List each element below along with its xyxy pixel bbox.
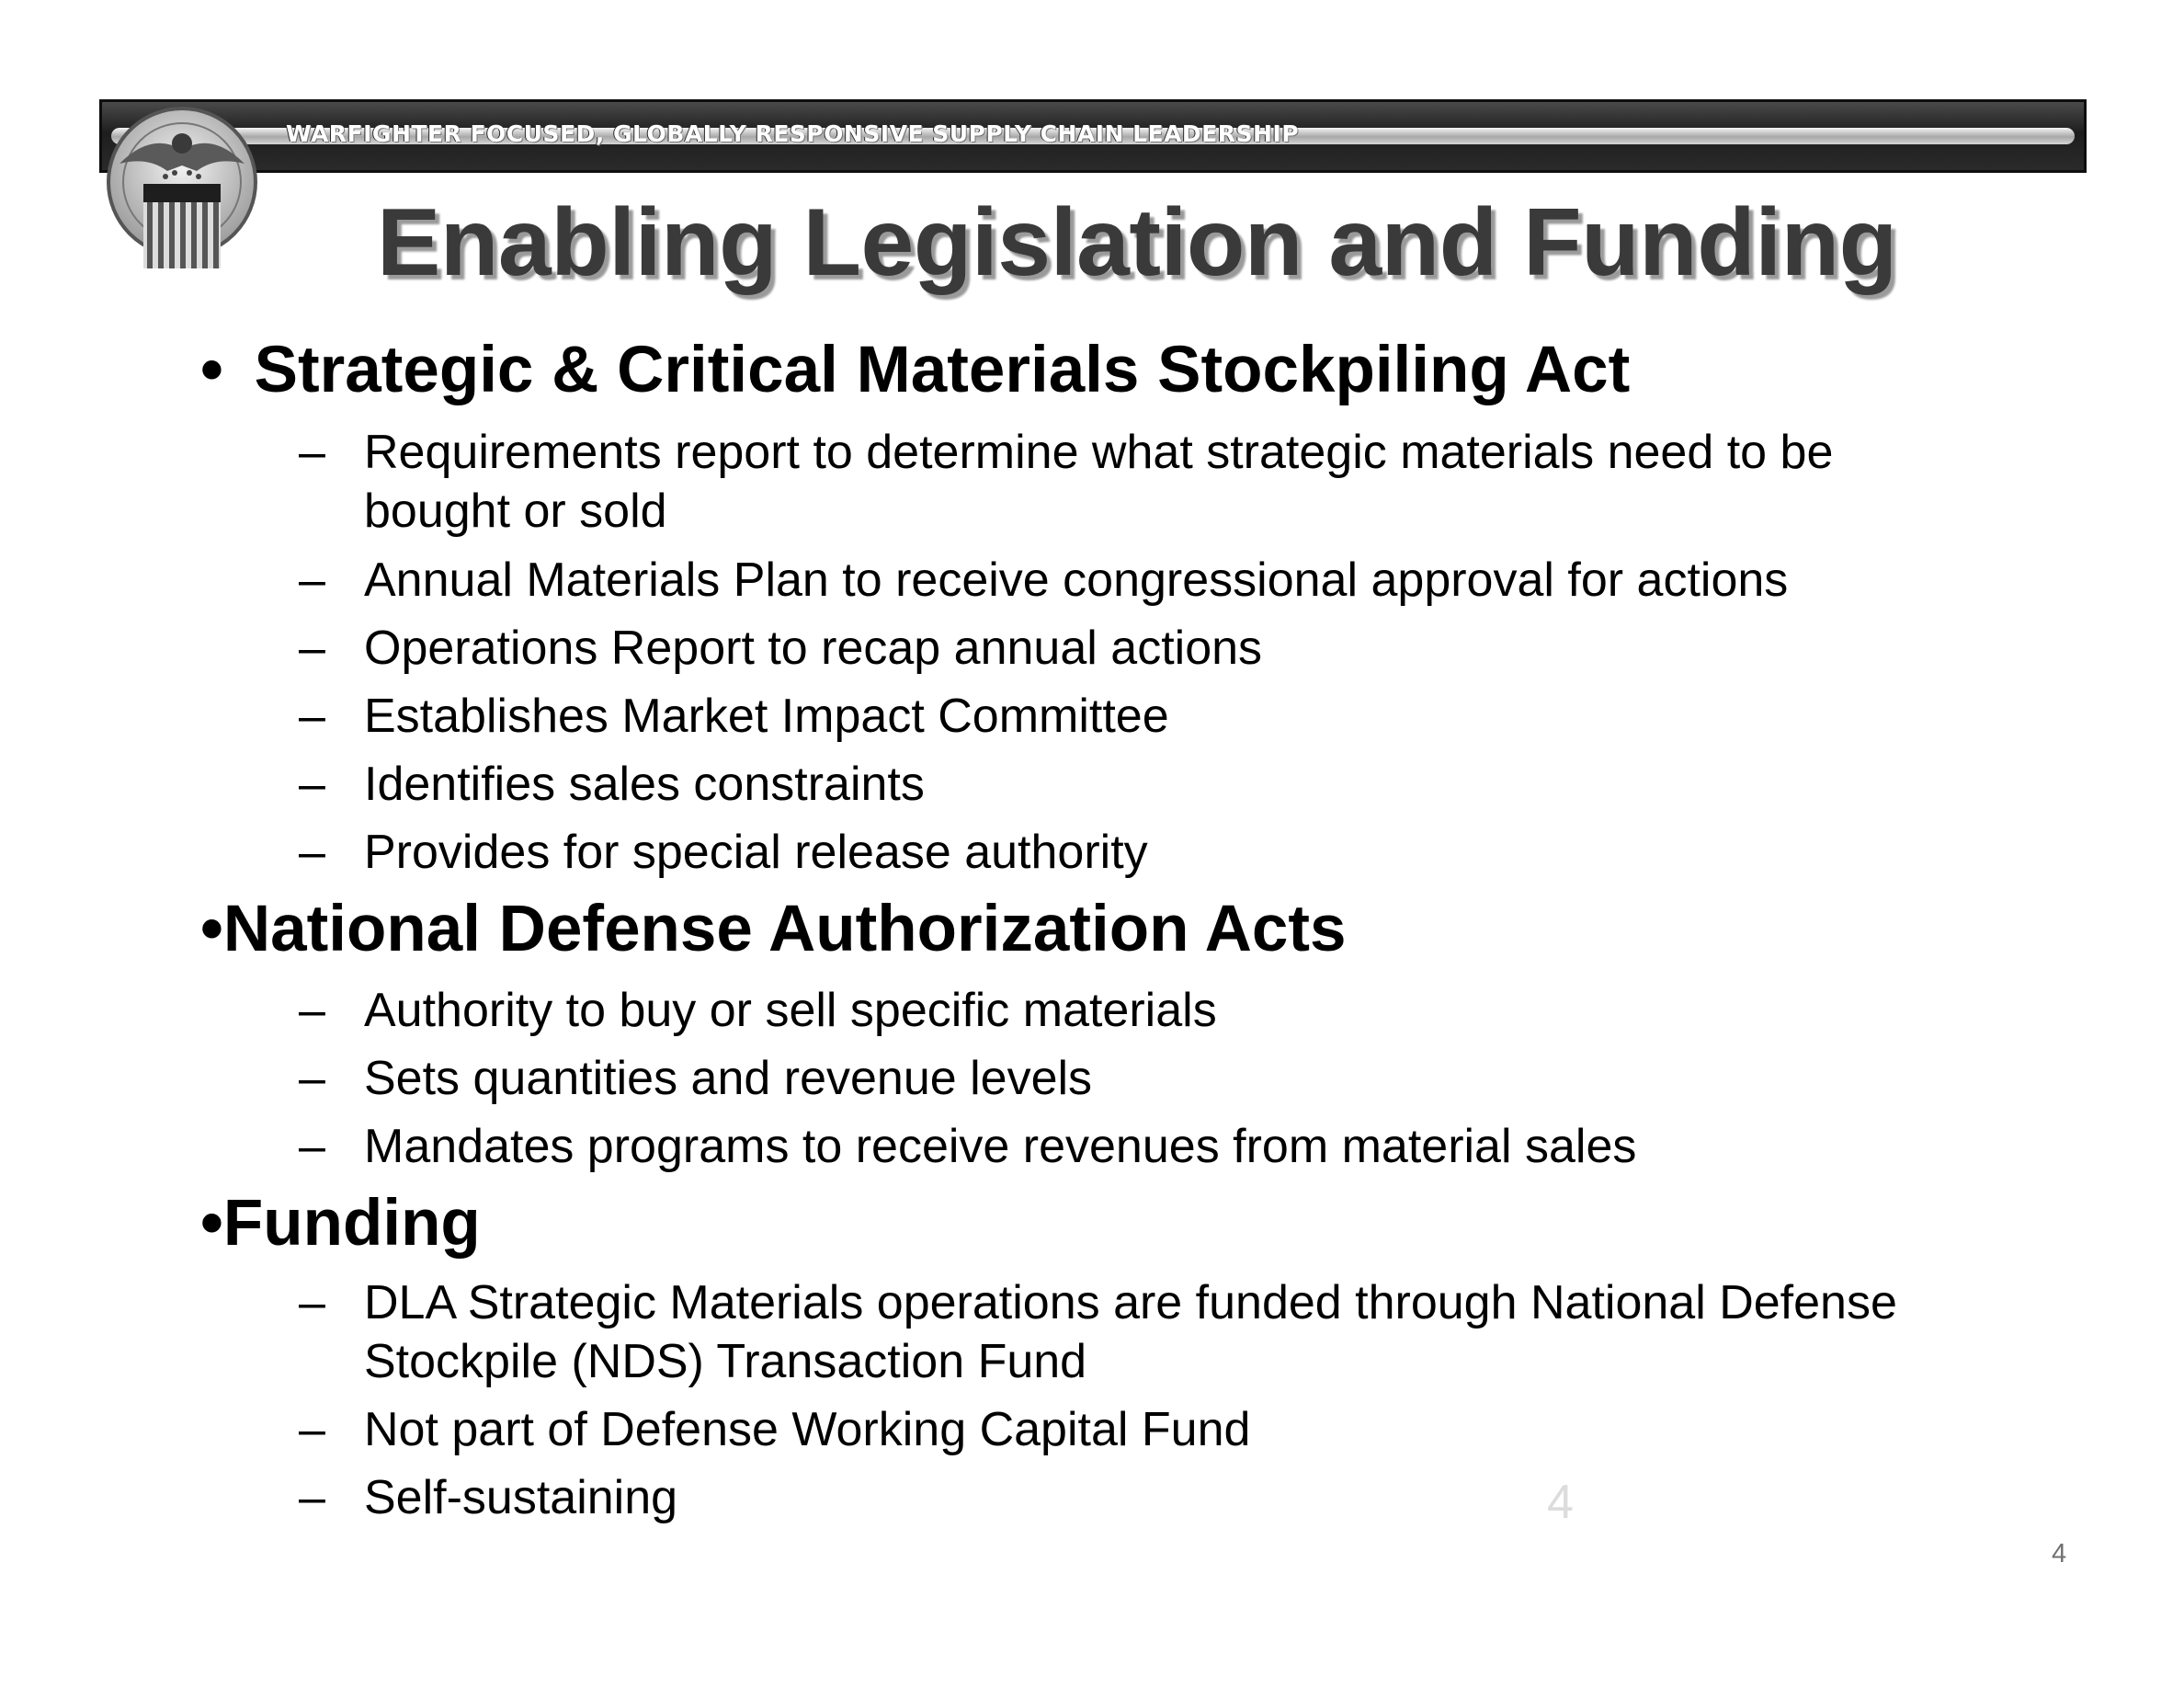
section-heading-stockpiling-act: [200, 334, 1631, 406]
list-item-text: Stockpile (NDS) Transaction Fund: [364, 1335, 1087, 1388]
section-heading-text: Funding: [222, 1187, 481, 1260]
dash-glyph: –: [299, 426, 325, 479]
list-item-text: Annual Materials Plan to receive congressional approval for actions: [364, 553, 1789, 607]
dash-glyph: –: [299, 1471, 325, 1524]
dash-glyph: –: [299, 984, 325, 1037]
list-item-text: Mandates programs to receive revenues from material sales: [364, 1120, 1637, 1173]
dash-glyph: –: [299, 826, 325, 879]
dash-glyph: –: [299, 1052, 325, 1105]
dash-glyph: –: [299, 690, 325, 743]
list-item-text: Requirements report to determine what strategic materials need to be: [364, 426, 1834, 479]
dash-glyph: –: [299, 1120, 325, 1173]
slide-title: Enabling Legislation and Funding: [377, 189, 1897, 296]
section-heading-funding: [200, 1187, 481, 1260]
list-item-text: Operations Report to recap annual actions: [364, 622, 1263, 675]
list-item-text: Provides for special release authority: [364, 826, 1148, 879]
list-item-text: Not part of Defense Working Capital Fund: [364, 1403, 1251, 1456]
list-item-text: Authority to buy or sell specific materials: [364, 984, 1217, 1037]
list-item-text: DLA Strategic Materials operations are funded through National Defense: [364, 1276, 1897, 1329]
section-heading-ndaa: [200, 893, 1347, 965]
dash-glyph: –: [299, 758, 325, 811]
dash-glyph: –: [299, 622, 325, 675]
faint-slide-number: 4: [1547, 1476, 1574, 1529]
page-number: 4: [2052, 1539, 2067, 1568]
dla-eagle-seal-icon: [101, 99, 262, 279]
list-item-text: bought or sold: [364, 485, 667, 538]
list-item-text: Identifies sales constraints: [364, 758, 925, 811]
list-item-text: Establishes Market Impact Committee: [364, 690, 1169, 743]
list-item-text: Self-sustaining: [364, 1471, 678, 1524]
bullet-glyph: •: [200, 893, 223, 965]
section-heading-text: National Defense Authorization Acts: [222, 893, 1347, 965]
banner-slogan: WARFIGHTER FOCUSED, GLOBALLY RESPONSIVE SUPPLY CHAIN LEADERSHIP: [286, 120, 1300, 147]
header-banner: [99, 99, 2087, 173]
bullet-glyph: •: [200, 334, 223, 406]
bullet-glyph: •: [200, 1187, 223, 1260]
dash-glyph: –: [299, 1276, 325, 1329]
dash-glyph: –: [299, 553, 325, 607]
dash-glyph: –: [299, 1403, 325, 1456]
list-item-text: Sets quantities and revenue levels: [364, 1052, 1093, 1105]
section-heading-text: Strategic & Critical Materials Stockpiling Act: [254, 334, 1631, 406]
